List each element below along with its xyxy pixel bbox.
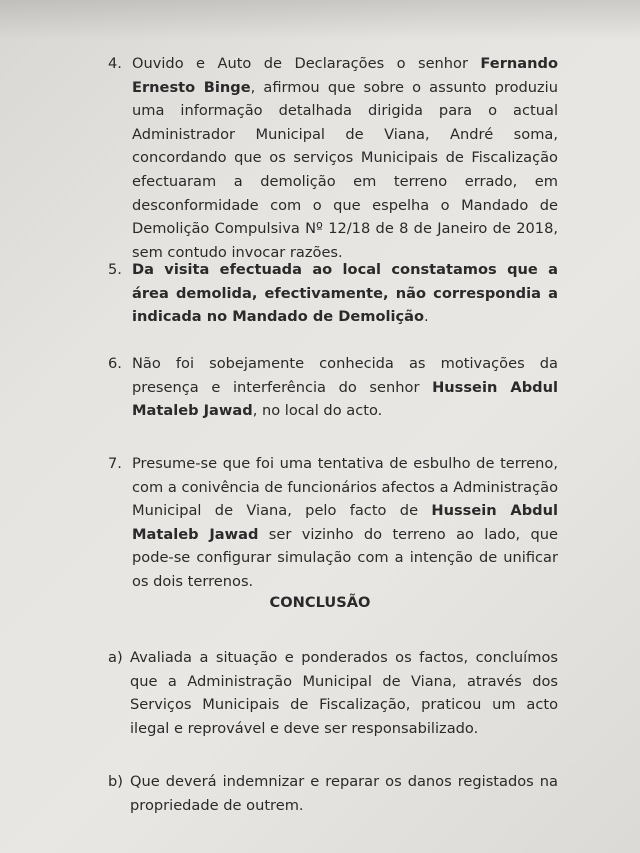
item-number: 5. — [108, 261, 122, 278]
item-letter: b) — [108, 773, 123, 790]
text-run: Avaliada a situação e ponderados os factos, concluímos que a Administração Municipal de Viana, através dos Serviços Municipais de Fiscalização, praticou um acto ilegal e reprovável e deve ser responsabilizado. — [130, 649, 558, 737]
text-run: Que deverá indemnizar e reparar os danos registados na propriedade de outrem. — [130, 773, 558, 814]
text-run: , no local do acto. — [252, 402, 383, 420]
item-text — [132, 258, 558, 329]
item-number: 4. — [108, 55, 122, 72]
text-run: . — [424, 308, 429, 326]
item-text — [132, 452, 558, 594]
text-run: Ouvido e Auto de Declarações o senhor — [132, 55, 481, 72]
item-text — [132, 352, 558, 423]
text-run: ser vizinho do terreno ao lado, que pode-se configurar simulação com a intenção de unificar os dois terrenos. — [132, 525, 558, 590]
numbered-item-7 — [108, 452, 558, 594]
person-name: Hussein Abdul Mataleb Jawad — [132, 378, 558, 420]
page-shadow — [0, 0, 640, 40]
text-run-bold: Da visita efectuada ao local constatamos que a área demolida, efectivamente, não correspondia a indicada no Mandado de Demolição — [132, 261, 558, 326]
conclusion-item-a — [108, 646, 558, 740]
item-text — [130, 646, 558, 740]
item-letter: a) — [108, 649, 123, 666]
item-text — [130, 770, 558, 817]
person-name: Fernando Ernesto Binge — [132, 55, 558, 96]
item-number: 6. — [108, 355, 122, 372]
numbered-item-6 — [108, 352, 558, 423]
text-run: Presume-se que foi uma tentativa de esbulho de terreno, com a conivência de funcionários afectos a Administração Municipal de Viana, pelo facto de — [132, 455, 558, 520]
person-name: Hussein Abdul Mataleb Jawad — [132, 502, 558, 543]
item-number: 7. — [108, 455, 122, 472]
item-text — [132, 52, 558, 264]
conclusion-item-b — [108, 770, 558, 817]
text-run: Não foi sobejamente conhecida as motivações da presença e interferência do senhor — [132, 355, 558, 396]
conclusion-heading: CONCLUSÃO — [269, 594, 371, 611]
text-run: , afirmou que sobre o assunto produziu uma informação detalhada dirigida para o actual Administrador Municipal de Viana, André soma, concordando que os serviços Municipais de Fiscalização efectuaram a demolição em terreno errado, em desconformidade com o que espelha o Mandado de Demolição Compulsiva Nº 12/18 de 8 de Janeiro de 2018, sem contudo invocar razões. — [132, 78, 558, 261]
numbered-item-5 — [108, 258, 558, 329]
numbered-item-4 — [108, 52, 558, 264]
